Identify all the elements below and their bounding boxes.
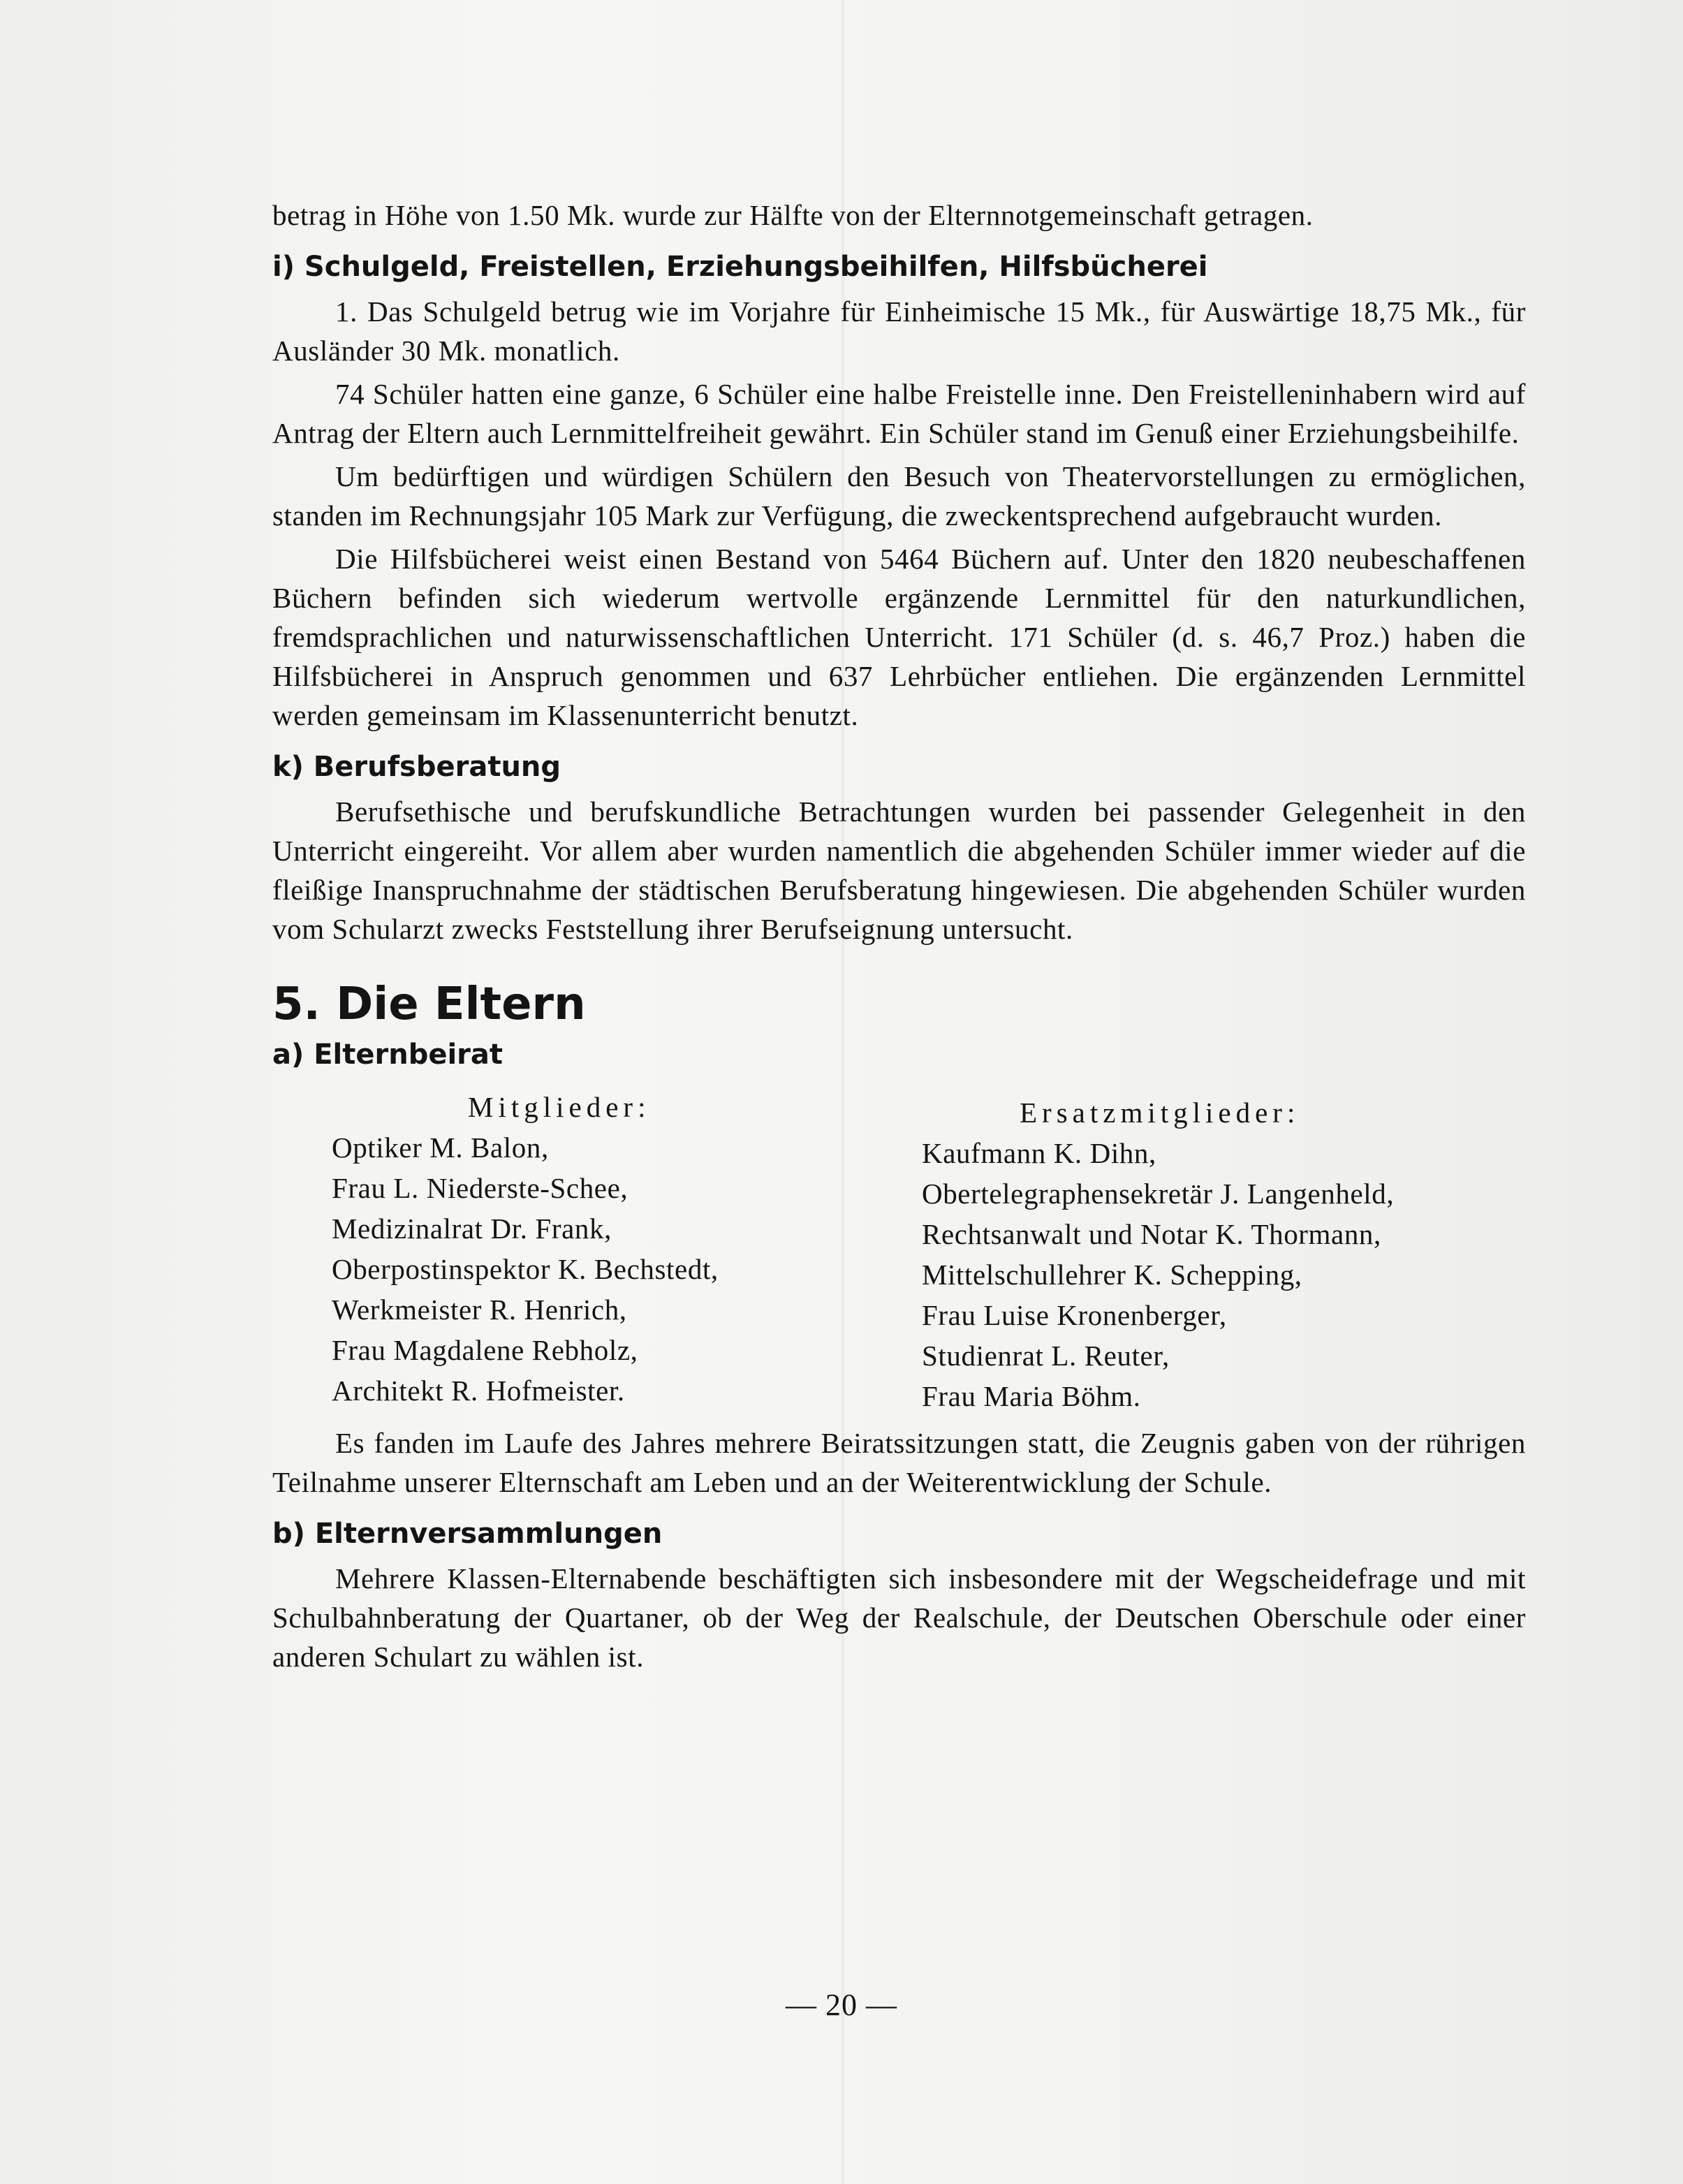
paragraph-theater: Um bedürftigen und würdigen Schülern den Besuch von Theatervorstellungen zu ermöglichen, standen im Rechnungsjahr 105 Mark zur Verfügung, die zweckentsprechend aufgebraucht wurden. xyxy=(272,460,1526,532)
paragraph-elternversammlungen: Mehrere Klassen-Elternabende beschäftigten sich insbesondere mit der Wegscheidefrage und mit Schulbahnberatung der Quartaner, ob der Weg der Realschule, der Deutschen Oberschule oder einer anderen Schulart zu wählen ist. xyxy=(272,1562,1526,1673)
list-item: Rechtsanwalt und Notar K. Thormann, xyxy=(922,1218,1381,1250)
heading-section-i: i) Schulgeld, Freistellen, Erziehungsbeihilfen, Hilfsbücherei xyxy=(272,251,1208,283)
list-item: Frau Luise Kronenberger, xyxy=(922,1299,1227,1331)
page-content xyxy=(272,196,1526,1676)
list-item: Studienrat L. Reuter, xyxy=(922,1340,1170,1372)
members-column xyxy=(332,1087,719,1411)
list-item: Frau L. Niederste-Schee, xyxy=(332,1172,629,1204)
paragraph-schulgeld: 1. Das Schulgeld betrug wie im Vorjahre für Einheimische 15 Mk., für Auswärtige 18,75 Mk., für Ausländer 30 Mk. monatlich. xyxy=(272,295,1526,367)
list-item: Medizinalrat Dr. Frank, xyxy=(332,1212,612,1245)
page-number: — 20 — xyxy=(786,1988,897,2022)
chapter-title: 5. Die Eltern xyxy=(272,979,586,1030)
paragraph-beiratssitzungen: Es fanden im Laufe des Jahres mehrere Beiratssitzungen statt, die Zeugnis gaben von der rührigen Teilnahme unserer Elternschaft am Leben und an der Weiterentwicklung der Schule. xyxy=(272,1427,1526,1498)
member-lists xyxy=(272,1087,1526,1415)
substitutes-heading: Ersatzmitglieder: xyxy=(1020,1097,1300,1129)
members-heading: Mitglieder: xyxy=(468,1091,651,1123)
heading-section-a: a) Elternbeirat xyxy=(272,1039,503,1071)
paragraph-hilfsbuecherei: Die Hilfsbücherei weist einen Bestand von 5464 Büchern auf. Unter den 1820 neubeschaffenen Büchern befinden sich wiederum wertvolle ergänzende Lernmittel für den naturkundlichen, fremdsprachlichen und naturwissenschaftlichen Unterricht. 171 Schüler (d. s. 46,7 Proz.) haben die Hilfsbücherei in Anspruch genommen und 637 Lehrbücher entliehen. Die ergänzenden Lernmittel werden gemeinsam im Klassenunterricht benutzt. xyxy=(272,543,1526,731)
substitutes-column xyxy=(922,1092,1394,1416)
heading-section-k: k) Berufsberatung xyxy=(272,751,561,783)
list-item: Architekt R. Hofmeister. xyxy=(332,1375,625,1407)
list-item: Optiker M. Balon, xyxy=(332,1131,549,1164)
list-item: Frau Magdalene Rebholz, xyxy=(332,1334,638,1366)
list-item: Mittelschullehrer K. Schepping, xyxy=(922,1259,1302,1291)
list-item: Obertelegraphensekretär J. Langenheld, xyxy=(922,1178,1395,1210)
paragraph-freistellen: 74 Schüler hatten eine ganze, 6 Schüler eine halbe Freistelle inne. Den Freistelleninhabern wird auf Antrag der Eltern auch Lernmittelfreiheit gewährt. Ein Schüler stand im Genuß einer Erziehungsbeihilfe. xyxy=(272,378,1526,449)
list-item: Werkmeister R. Henrich, xyxy=(332,1293,627,1326)
paragraph-berufsberatung: Berufsethische und berufskundliche Betrachtungen wurden bei passender Gelegenheit in den Unterricht eingereiht. Vor allem aber wurden namentlich die abgehenden Schüler immer wieder auf die fleißige Inanspruchnahme der städtischen Berufsberatung hingewiesen. Die abgehenden Schüler wurden vom Schularzt zwecks Feststellung ihrer Berufseignung untersucht. xyxy=(272,796,1526,945)
list-item: Kaufmann K. Dihn, xyxy=(922,1137,1156,1169)
list-item: Oberpostinspektor K. Bechstedt, xyxy=(332,1253,719,1285)
paragraph-carryover: betrag in Höhe von 1.50 Mk. wurde zur Hälfte von der Elternnotgemeinschaft getragen. xyxy=(272,199,1314,231)
heading-section-b: b) Elternversammlungen xyxy=(272,1518,663,1550)
list-item: Frau Maria Böhm. xyxy=(922,1380,1141,1412)
